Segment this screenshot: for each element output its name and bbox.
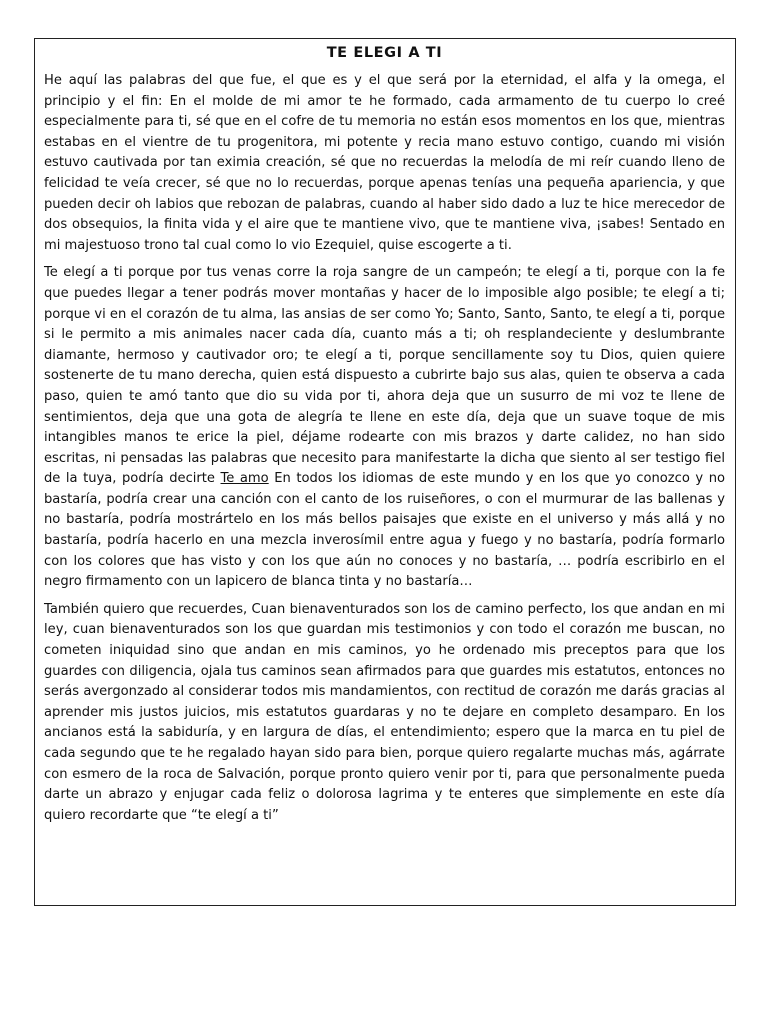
paragraph-1: He aquí las palabras del que fue, el que es y el que será por la eternidad, el alfa y la omega, el principio y el fin: En el molde de mi amor te he formado, cada armamento de tu cuerpo lo creé especialmente para ti, sé que en el cofre de tu memoria no están esos momentos en los que, mientras estabas en el vientre de tu progenitora, mi potente y recia mano estuvo contigo, cuando mi visión estuvo cautivada por tan eximia creación, sé que no recuerdas la melodía de mi reír cuando lleno de felicidad te veía crecer, sé que no lo recuerdas, porque apenas tenías una pequeña apariencia, y que pueden decir oh labios que rebozan de palabras, cuando al haber sido dado a luz te hice merecedor de dos obsequios, la finita vida y el aire que te mantiene vivo, que te mantiene viva, ¡sabes! Sentado en mi majestuoso trono tal cual como lo vio Ezequiel, quise escogerte a ti. — [44, 73, 725, 253]
document-title: TE ELEGI A TI — [326, 45, 443, 61]
paragraph-2-part-1: Te elegí a ti porque por tus venas corre la roja sangre de un campeón; te elegí a ti, porque con la fe que puedes llegar a tener podrás mover montañas y hacer de lo imposible algo posible; te elegí a ti; porque vi en el corazón de tu alma, las ansias de ser como Yo; Santo, Santo, Santo, te elegí a ti, porque si le permito a mis animales nacer cada día, cuanto más a ti; oh resplandeciente y deslumbrante diamante, hermoso y cautivador oro; te elegí a ti, porque sencillamente soy tu Dios, quien quiere sostenerte de tu mano derecha, quien está dispuesto a cubrirte bajo sus alas, quien te observa a cada paso, quien te amó tanto que dio su vida por ti, ahora deja que un susurro de mi voz te llene de sentimientos, deja que una gota de alegría te llene en este día, deja que un suave toque de mis intangibles manos te erice la piel, déjame rodearte con mis brazos y darte calidez, no han sido escritas, ni pensadas las palabras que necesito para manifestarte la dicha que siento al ser testigo fiel de la tuya, podría decirte — [44, 265, 725, 487]
underlined-te-amo: Te amo — [220, 471, 269, 487]
document-frame — [34, 38, 736, 906]
paragraph-2 — [44, 263, 725, 593]
paragraph-2-part-2: En todos los idiomas de este mundo y en los que yo conozco y no bastaría, podría crear una canción con el canto de los ruiseñores, o con el murmurar de las ballenas y no bastaría, podría mostrártelo en los más bellos paisajes que existe en el universo y más allá y no bastaría, podría hacerlo en una mezcla inverosímil entre agua y fuego y no bastaría, podría formarlo con los colores que has visto y con los que aún no conoces y no bastaría, … podría escribirlo en el negro firmamento con un lapicero de blanca tinta y no bastaría… — [44, 471, 725, 590]
paragraph-3: También quiero que recuerdes, Cuan bienaventurados son los de camino perfecto, los que andan en mi ley, cuan bienaventurados son los que guardan mis testimonios y con todo el corazón me buscan, no cometen iniquidad sino que andan en mis caminos, yo he ordenado mis preceptos para que los guardes con diligencia, ojala tus caminos sean afirmados para que guardes mis estatutos, entonces no serás avergonzado al considerar todos mis mandamientos, con rectitud de corazón me darás gracias al aprender mis justos juicios, mis estatutos guardaras y no te dejare en completo desamparo. En los ancianos está la sabiduría, y en largura de días, el entendimiento; espero que la marca en tu piel de cada segundo que te he regalado hayan sido para bien, porque quiero regalarte muchas más, agárrate con esmero de la roca de Salvación, porque pronto quiero venir por ti, para que personalmente pueda darte un abrazo y enjugar cada feliz o dolorosa lagrima y te enteres que simplemente en este día quiero recordarte que “te elegí a ti” — [44, 601, 725, 823]
